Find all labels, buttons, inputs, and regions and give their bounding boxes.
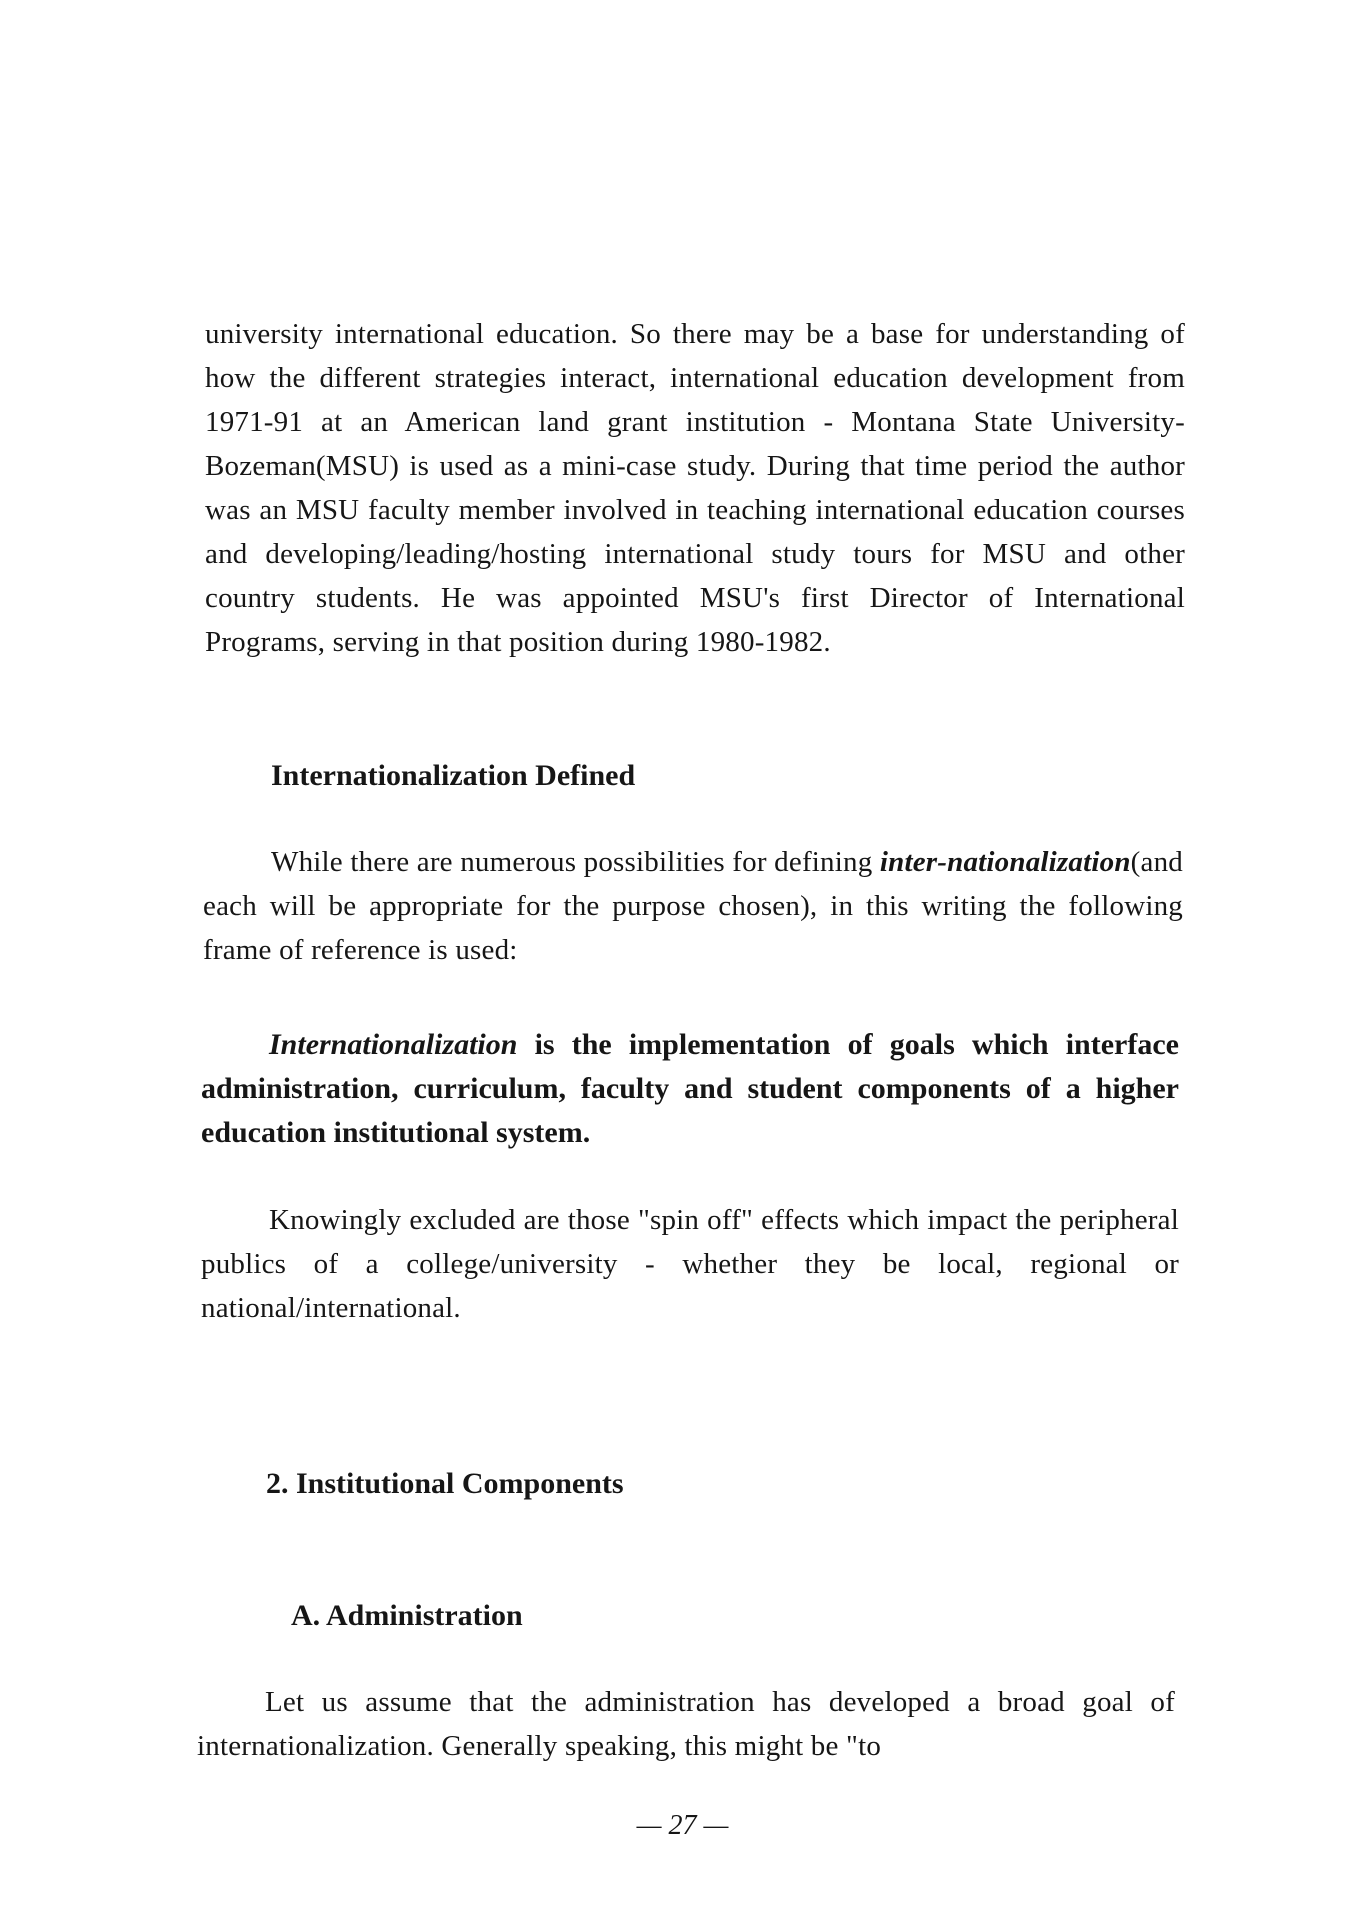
paragraph-excluded-effects: Knowingly excluded are those "spin off" effects which impact the peripheral publics of a college/university - whether they be local, regional or national/international. (201, 1204, 1179, 1324)
heading-internationalization-defined: Internationalization Defined (271, 759, 636, 792)
definition-block (201, 1023, 1179, 1155)
paragraph-lead-text: While there are numerous possibilities for defining (271, 846, 880, 878)
subsection-heading-administration: A. Administration (291, 1599, 523, 1632)
paragraph-administration-goal: Let us assume that the administration has developed a broad goal of internationalization. Generally speaking, this might be "to (197, 1686, 1175, 1762)
paragraph-msu-case-study: university international education. So there may be a base for understanding of how the different strategies interact, international education development from 1971-91 at an American land grant institution - Montana State University-Bozeman(MSU) is used as a mini-case study. During that time period the author was an MSU faculty member involved in teaching international education courses and developing/leading/hosting international study tours for MSU and other country students. He was appointed MSU's first Director of International Programs, serving in that position during 1980-1982. (205, 318, 1185, 658)
definition-text: is the implementation of goals which interface administration, curriculum, faculty and student components of a higher education institutional system. (201, 1028, 1179, 1149)
term-internationalization: inter-nationalization (879, 846, 1131, 878)
section-heading-institutional-components: 2. Institutional Components (266, 1467, 624, 1500)
paragraph-defining-internationalization (203, 840, 1183, 972)
page-number: — 27 — (636, 1810, 729, 1841)
paragraph-rest-text: (and each will be appropriate for the purpose chosen), in this writing the following frame of reference is used: (203, 846, 1183, 966)
definition-term: Internationalization (269, 1028, 518, 1061)
